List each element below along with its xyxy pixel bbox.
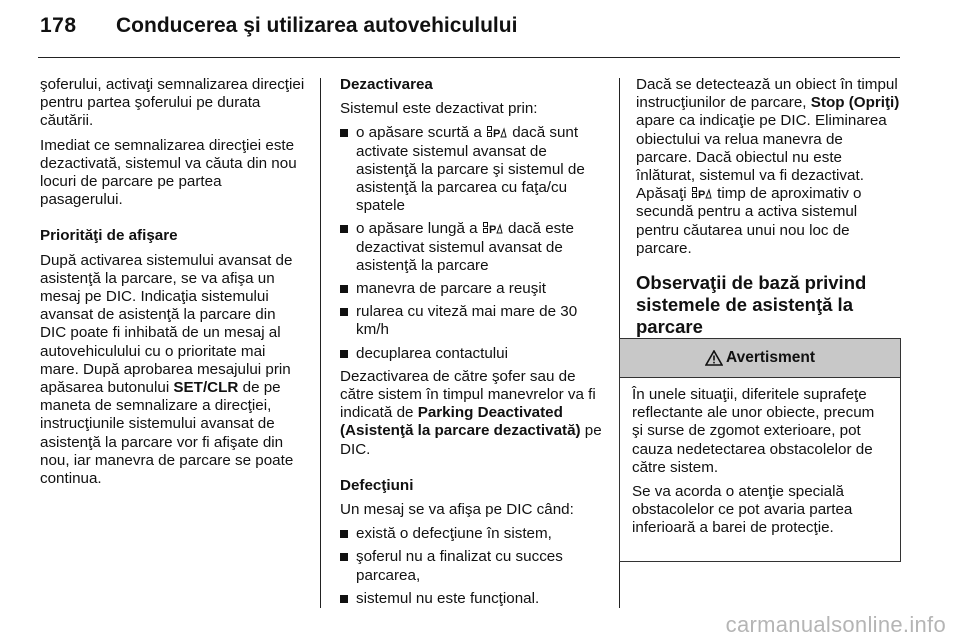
faults-list [340,525,605,608]
list-item: o apăsare lungă a P dacă este dezactivat sistemul avansat de asistenţă la parcare [340,220,605,275]
column-3 [636,76,901,348]
column-1 [40,76,305,494]
deactivation-list [340,124,605,362]
paragraph-display-priorities: După activarea sistemului avansat de asistenţă la parcare, se va afişa un mesaj pe DIC. Indicaţia sistemului avansat de asistenţă la parcare din DIC poate fi inhibată de un mesaj al autovehiculului cu o prioritate mai mare. După aprobarea mesajului prin apăsarea butonului SET/CLR de pe maneta de semnalizare a direcţiei, instrucţiunile sistemului avansat de asistenţă la parcare vor fi afişate din nou, iar manevra de parcare se poate continua. [40,251,294,488]
warning-body [620,378,900,538]
bullet-square-icon [340,129,348,137]
parking-assist-icon [692,187,712,200]
bullet-square-icon [340,225,348,233]
bullet-square-icon [340,350,348,358]
bullet-square-icon [340,595,348,603]
svg-text:P: P [493,128,501,140]
warning-paragraph: Se va acorda o atenţie specială obstacolelor ce pot avaria partea inferioară a barei de protecţie. [632,483,853,537]
section-heading-basic-notes: Observaţii de bază privind sistemele de asistenţă la parcare [636,272,867,338]
bullet-square-icon [340,285,348,293]
heading-display-priorities: Priorităţi de afişare [40,227,178,245]
stop-label: Stop (Opriţi) [810,94,900,112]
parking-assist-icon [487,126,507,139]
faults-intro: Un mesaj se va afişa pe DIC când: [340,501,574,519]
parking-deactivated-label: Parking Deactivated (Asistenţă la parcare dezactivată) [340,404,581,440]
bullet-square-icon [340,308,348,316]
list-item: decuplarea contactului [340,345,605,363]
warning-triangle-icon [705,350,723,366]
set-clr-label: SET/CLR [173,379,239,397]
list-item: există o defecţiune în sistem, [340,525,605,543]
svg-text:P: P [488,224,497,236]
deactivation-intro: Sistemul este dezactivat prin: [340,100,538,118]
paragraph-turn-signal: Imediat ce semnalizarea direcţiei este dezactivată, sistemul va căuta din nou locuri de parcare pe partea pasagerului. [40,136,297,209]
warning-box [619,338,901,562]
page-number: 178 [40,14,77,37]
list-item: şoferul nu a finalizat cu succes parcarea, [340,548,605,584]
list-item: sistemul nu este funcţional. [340,590,605,608]
list-item: rularea cu viteză mai mare de 30 km/h [340,303,605,339]
warning-title: Avertisment [725,349,815,366]
warning-paragraph: În unele situaţii, diferitele suprafeţe reflectante ale unor obiecte, precum şi surse de zgomot exterioare, pot cauza nedetectarea obstacolelor de către sistem. [632,386,875,476]
heading-faults: Defecţiuni [340,476,414,494]
paragraph-continuation: şoferului, activaţi semnalizarea direcţiei pentru partea şoferului pe durata căutării. [40,76,305,130]
warning-header [620,339,900,378]
watermark: carmanualsonline.info [725,612,946,637]
parking-assist-icon [483,222,503,235]
list-item: manevra de parcare a reuşit [340,280,605,298]
header-rule [38,57,900,58]
bullet-square-icon [340,530,348,538]
page-title: Conducerea şi utilizarea autovehiculului [116,14,518,37]
column-divider-1 [320,78,321,608]
paragraph-object-detected: Dacă se detectează un obiect în timpul instrucţiunilor de parcare, Stop (Opriţi) apare ca indicaţie pe DIC. Eliminarea obiectului va relua manevra de parcare. Dacă obiectul nu este înlăturat, sistemul va fi dezactivat. Apăsaţi P timp de aproximativ o secundă pentru a activa sistemul pentru căutarea unui nou loc de parcare. [636,76,900,257]
column-2 [340,76,605,613]
list-item: o apăsare scurtă a P dacă sunt activate sistemul avansat de asistenţă la parcare şi sistemul de asistenţă la parcarea cu faţa/cu spatele [340,124,605,215]
heading-deactivation: Dezactivarea [340,76,433,93]
paragraph-deactivation-indication: Dezactivarea de către şofer sau de către sistem în timpul manevrelor va fi indicată de Parking Deactivated (Asistenţă la parcare dezactivată) pe DIC. [340,367,602,458]
svg-text:P: P [697,189,706,201]
bullet-square-icon [340,553,348,561]
